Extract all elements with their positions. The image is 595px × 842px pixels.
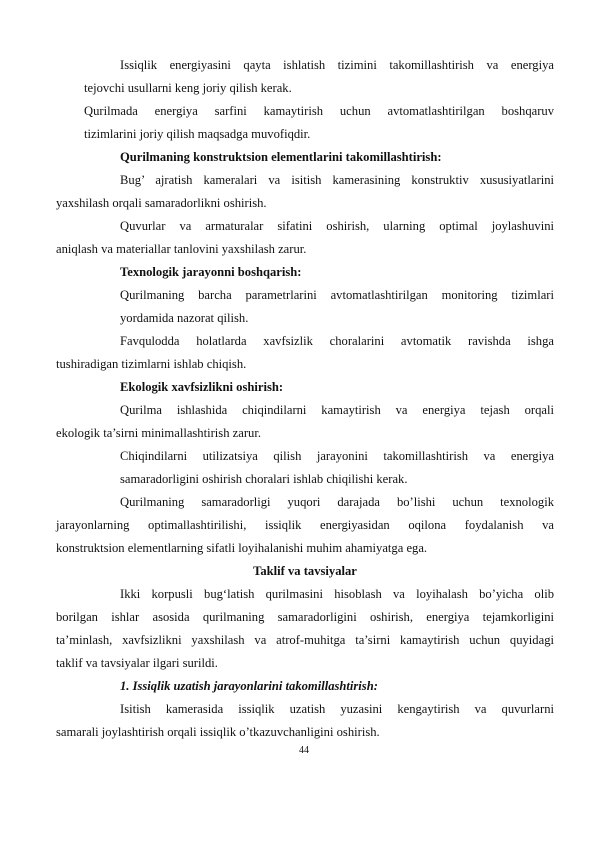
page-number: 44 (299, 745, 309, 756)
paragraph-line: ta’minlash, xavfsizlikni yaxshilash va atrof-muhitga ta’sirni kamaytirish uchun quyidagi (56, 633, 554, 647)
paragraph-line: Qurilmaning samaradorligi yuqori darajada bo’lishi uchun texnologik (120, 495, 554, 509)
section-heading: Ekologik xavfsizlikni oshirish: (120, 380, 284, 394)
paragraph-line: borilgan ishlar asosida qurilmaning samaradorligini oshirish, energiya tejamkorligini (56, 610, 554, 624)
paragraph-line: jarayonlarning optimallashtirilishi, issiqlik energiyasidan oqilona foydalanish va (56, 518, 554, 532)
paragraph-line: aniqlash va materiallar tanlovini yaxshilash zarur. (56, 242, 307, 256)
paragraph-line: tushiradigan tizimlarni ishlab chiqish. (56, 357, 247, 371)
paragraph-line: Qurilma ishlashida chiqindilarni kamaytirish va energiya tejash orqali (120, 403, 554, 417)
paragraph-line: Qurilmaning barcha parametrlarini avtomatlashtirilgan monitoring tizimlari (120, 288, 554, 302)
paragraph-line: tejovchi usullarni keng joriy qilish kerak. (84, 81, 292, 95)
paragraph-line: Isitish kamerasida issiqlik uzatish yuzasini kengaytirish va quvurlarni (120, 702, 554, 716)
section-heading: 1. Issiqlik uzatish jarayonlarini takomillashtirish: (120, 679, 378, 693)
paragraph-line: yaxshilash orqali samaradorlikni oshirish. (56, 196, 267, 210)
paragraph-line: tizimlarini joriy qilish maqsadga muvofiqdir. (84, 127, 311, 141)
paragraph-line: Favqulodda holatlarda xavfsizlik choralarini avtomatik ravishda ishga (120, 334, 554, 348)
paragraph-line: Bug’ ajratish kameralari va isitish kamerasining konstruktiv xususiyatlarini (120, 173, 554, 187)
paragraph-line: ekologik ta’sirni minimallashtirish zarur. (56, 426, 261, 440)
paragraph-line: Quvurlar va armaturalar sifatini oshirish, ularning optimal joylashuvini (120, 219, 554, 233)
paragraph-line: Issiqlik energiyasini qayta ishlatish tizimini takomillashtirish va energiya (120, 58, 554, 72)
section-heading: Texnologik jarayonni boshqarish: (120, 265, 302, 279)
paragraph-line: samaradorligini oshirish choralari ishlab chiqilishi kerak. (120, 472, 408, 486)
paragraph-line: Ikki korpusli bug‘latish qurilmasini hisoblash va loyihalash bo’yicha olib (120, 587, 554, 601)
paragraph-line: taklif va tavsiyalar ilgari surildi. (56, 656, 218, 670)
paragraph-line: samarali joylashtirish orqali issiqlik o’tkazuvchanligini oshirish. (56, 725, 380, 739)
paragraph-line: konstruktsion elementlarning sifatli loyihalanishi muhim ahamiyatga ega. (56, 541, 428, 555)
paragraph-line: yordamida nazorat qilish. (120, 311, 249, 325)
section-heading: Qurilmaning konstruktsion elementlarini takomillashtirish: (120, 150, 442, 164)
section-title: Taklif va tavsiyalar (253, 564, 357, 578)
paragraph-line: Qurilmada energiya sarfini kamaytirish uchun avtomatlashtirilgan boshqaruv (84, 104, 554, 118)
paragraph-line: Chiqindilarni utilizatsiya qilish jarayonini takomillashtirish va energiya (120, 449, 554, 463)
